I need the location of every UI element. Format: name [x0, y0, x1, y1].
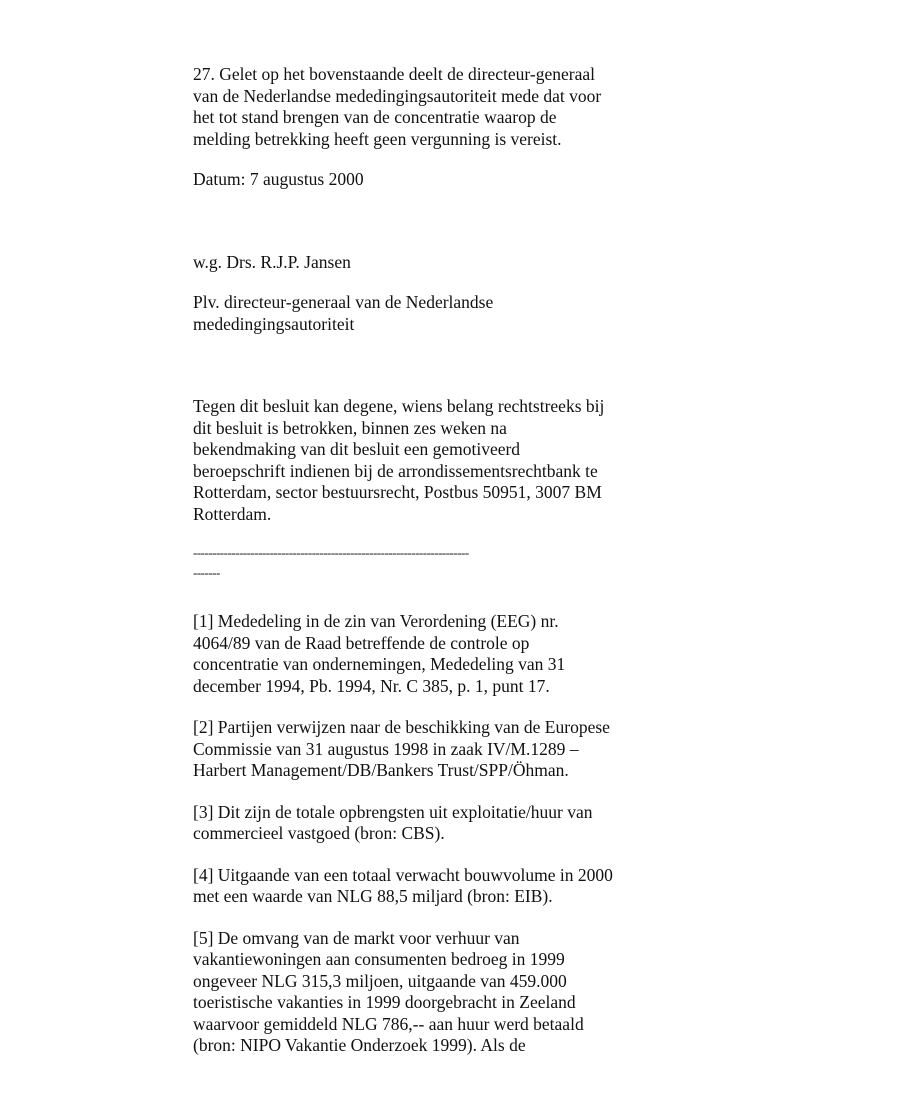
- footnote-line: vakantiewoningen aan consumenten bedroeg in 1999: [193, 949, 565, 969]
- footnote-line: [5] De omvang van de markt voor verhuur van: [193, 927, 520, 948]
- paragraph-line: melding betrekking heeft geen vergunning is vereist.: [193, 128, 562, 149]
- footnote-3: [193, 802, 683, 845]
- paragraph-27: [193, 64, 683, 150]
- date-text: Datum: 7 augustus 2000: [193, 169, 364, 189]
- date-line: [193, 169, 683, 191]
- footnote-2: [193, 717, 683, 782]
- footnote-line: [4] Uitgaande van een totaal verwacht bouwvolume in 2000: [193, 864, 613, 885]
- appeal-line: Rotterdam.: [193, 503, 272, 524]
- paragraph-line: van de Nederlandse mededingingsautoriteit mede dat voor: [193, 85, 602, 106]
- footnote-line: commercieel vastgoed (bron: CBS).: [193, 823, 445, 843]
- footnote-line: ongeveer NLG 315,3 miljoen, uitgaande van 459.000: [193, 970, 567, 991]
- footnote-line: Commissie van 31 augustus 1998 in zaak IV/M.1289 –: [193, 738, 579, 759]
- footnote-line: Harbert Management/DB/Bankers Trust/SPP/Öhman.: [193, 760, 569, 780]
- signatory-title-line: Plv. directeur-generaal van de Nederlandse: [193, 292, 494, 312]
- footnote-line: [2] Partijen verwijzen naar de beschikking van de Europese: [193, 717, 610, 737]
- footnote-1: [193, 611, 683, 697]
- separator-line: ------------------------------------------------------------------------: [193, 545, 469, 560]
- footnote-line: waarvoor gemiddeld NLG 786,-- aan huur werd betaald: [193, 1013, 584, 1034]
- signature-text: w.g. Drs. R.J.P. Jansen: [193, 251, 351, 272]
- footnote-line: toeristische vakanties in 1999 doorgebracht in Zeeland: [193, 992, 576, 1012]
- footnote-line: [1] Mededeling in de zin van Verordening (EEG) nr.: [193, 611, 559, 631]
- appeal-notice: [193, 396, 683, 525]
- separator-line: -------: [193, 565, 220, 580]
- appeal-line: beroepschrift indienen bij de arrondissementsrechtbank te: [193, 460, 598, 481]
- footnote-line: met een waarde van NLG 88,5 miljard (bron: EIB).: [193, 886, 553, 906]
- footnote-line: (bron: NIPO Vakantie Onderzoek 1999). Als de: [193, 1035, 526, 1055]
- appeal-line: bekendmaking van dit besluit een gemotiveerd: [193, 439, 521, 459]
- appeal-line: Rotterdam, sector bestuursrecht, Postbus 50951, 3007 BM: [193, 482, 602, 502]
- signatory-title-line: mededingingsautoriteit: [193, 313, 355, 334]
- footnote-line: 4064/89 van de Raad betreffende de controle op: [193, 632, 530, 653]
- appeal-line: dit besluit is betrokken, binnen zes weken na: [193, 417, 507, 438]
- footnote-line: concentratie van ondernemingen, Mededeling van 31: [193, 654, 566, 674]
- footnote-5: [193, 928, 683, 1057]
- document-page: [193, 64, 683, 1057]
- paragraph-line: het tot stand brengen van de concentratie waarop de: [193, 107, 557, 127]
- footnote-line: [3] Dit zijn de totale opbrengsten uit exploitatie/huur van: [193, 801, 593, 822]
- appeal-line: Tegen dit besluit kan degene, wiens belang rechtstreeks bij: [193, 396, 605, 416]
- footnote-separator: [193, 543, 683, 583]
- footnote-4: [193, 865, 683, 908]
- signature: [193, 252, 683, 274]
- paragraph-line: 27. Gelet op het bovenstaande deelt de directeur-generaal: [193, 64, 595, 84]
- signatory-title: [193, 292, 683, 335]
- footnote-line: december 1994, Pb. 1994, Nr. C 385, p. 1, punt 17.: [193, 675, 550, 696]
